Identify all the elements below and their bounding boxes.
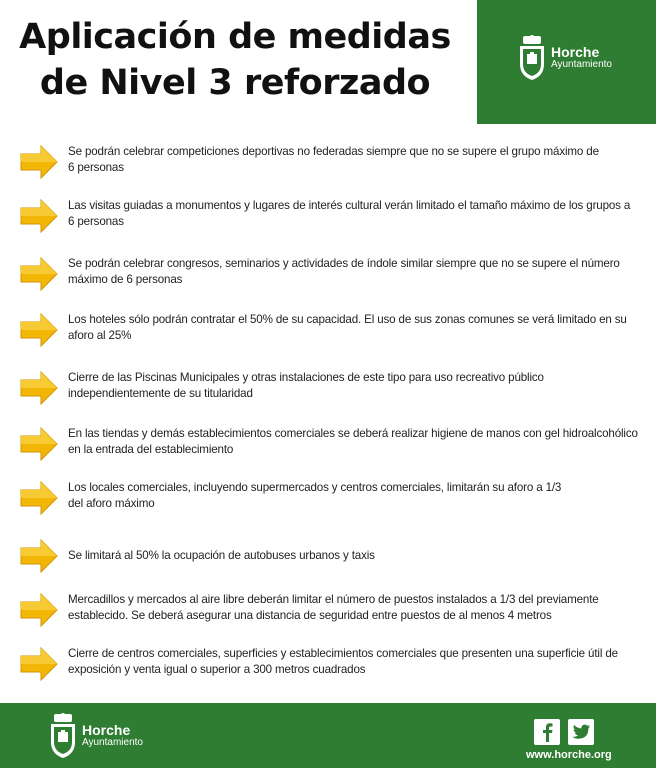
- item-text: Cierre de centros comerciales, superficies y establecimientos comerciales que presenten una superficie útil de exposición y venta igual o superior a 300 metros cuadrados: [68, 647, 618, 676]
- item-text: Las visitas guiadas a monumentos y lugares de interés cultural verán limitado el tamaño máximo de los grupos a 6 personas: [68, 199, 631, 228]
- brand-name: Horche: [82, 722, 131, 738]
- item-text: Se podrán celebrar competiciones deportivas no federadas siempre que no se supere el grupo máximo de 6 personas: [68, 145, 599, 174]
- coat-of-arms-icon: [48, 712, 78, 760]
- brand-name: Horche: [551, 44, 600, 60]
- coat-of-arms-icon: [517, 34, 547, 82]
- arrow-right-icon: [19, 538, 59, 574]
- arrow-right-icon: [19, 144, 59, 180]
- arrow-right-icon: [19, 312, 59, 348]
- item-text: Se limitará al 50% la ocupación de autobuses urbanos y taxis: [68, 549, 375, 562]
- brand-box: [477, 0, 656, 124]
- item-text: Los locales comerciales, incluyendo supermercados y centros comerciales, limitarán su aforo a 1/3 del aforo máximo: [68, 481, 562, 510]
- arrow-right-icon: [19, 646, 59, 682]
- brand-subtitle: Ayuntamiento: [551, 59, 612, 70]
- social-links: [534, 719, 594, 745]
- page-title: [0, 14, 470, 106]
- website-link[interactable]: www.horche.org: [526, 749, 612, 761]
- facebook-icon[interactable]: [534, 719, 560, 745]
- header: [0, 0, 656, 124]
- arrow-right-icon: [19, 256, 59, 292]
- brand-subtitle: Ayuntamiento: [82, 737, 143, 748]
- twitter-icon[interactable]: [568, 719, 594, 745]
- arrow-right-icon: [19, 370, 59, 406]
- item-text: Cierre de las Piscinas Municipales y otras instalaciones de este tipo para uso recreativo público independientemente de su titularidad: [68, 371, 544, 400]
- horche-logo: [517, 34, 612, 82]
- item-text: En las tiendas y demás establecimientos comerciales se deberá realizar higiene de manos con gel hidroalcohólico en la entrada del establecimiento: [68, 427, 638, 456]
- arrow-right-icon: [19, 198, 59, 234]
- item-text: Se podrán celebrar congresos, seminarios y actividades de índole similar siempre que no se supere el número máximo de 6 personas: [68, 257, 620, 286]
- arrow-right-icon: [19, 480, 59, 516]
- footer: [0, 703, 656, 768]
- horche-logo-footer: [48, 712, 143, 760]
- item-text: Mercadillos y mercados al aire libre deberán limitar el número de puestos instalados a 1/3 del previamente establecido. Se deberá asegurar una distancia de seguridad entre puestos de al menos 4 metros: [68, 593, 599, 622]
- arrow-right-icon: [19, 426, 59, 462]
- arrow-right-icon: [19, 592, 59, 628]
- title-line-1: Aplicación de medidas: [19, 17, 451, 57]
- item-text: Los hoteles sólo podrán contratar el 50% de su capacidad. El uso de sus zonas comunes se verá limitado en su aforo al 25%: [68, 313, 627, 342]
- title-line-2: de Nivel 3 reforzado: [39, 63, 431, 103]
